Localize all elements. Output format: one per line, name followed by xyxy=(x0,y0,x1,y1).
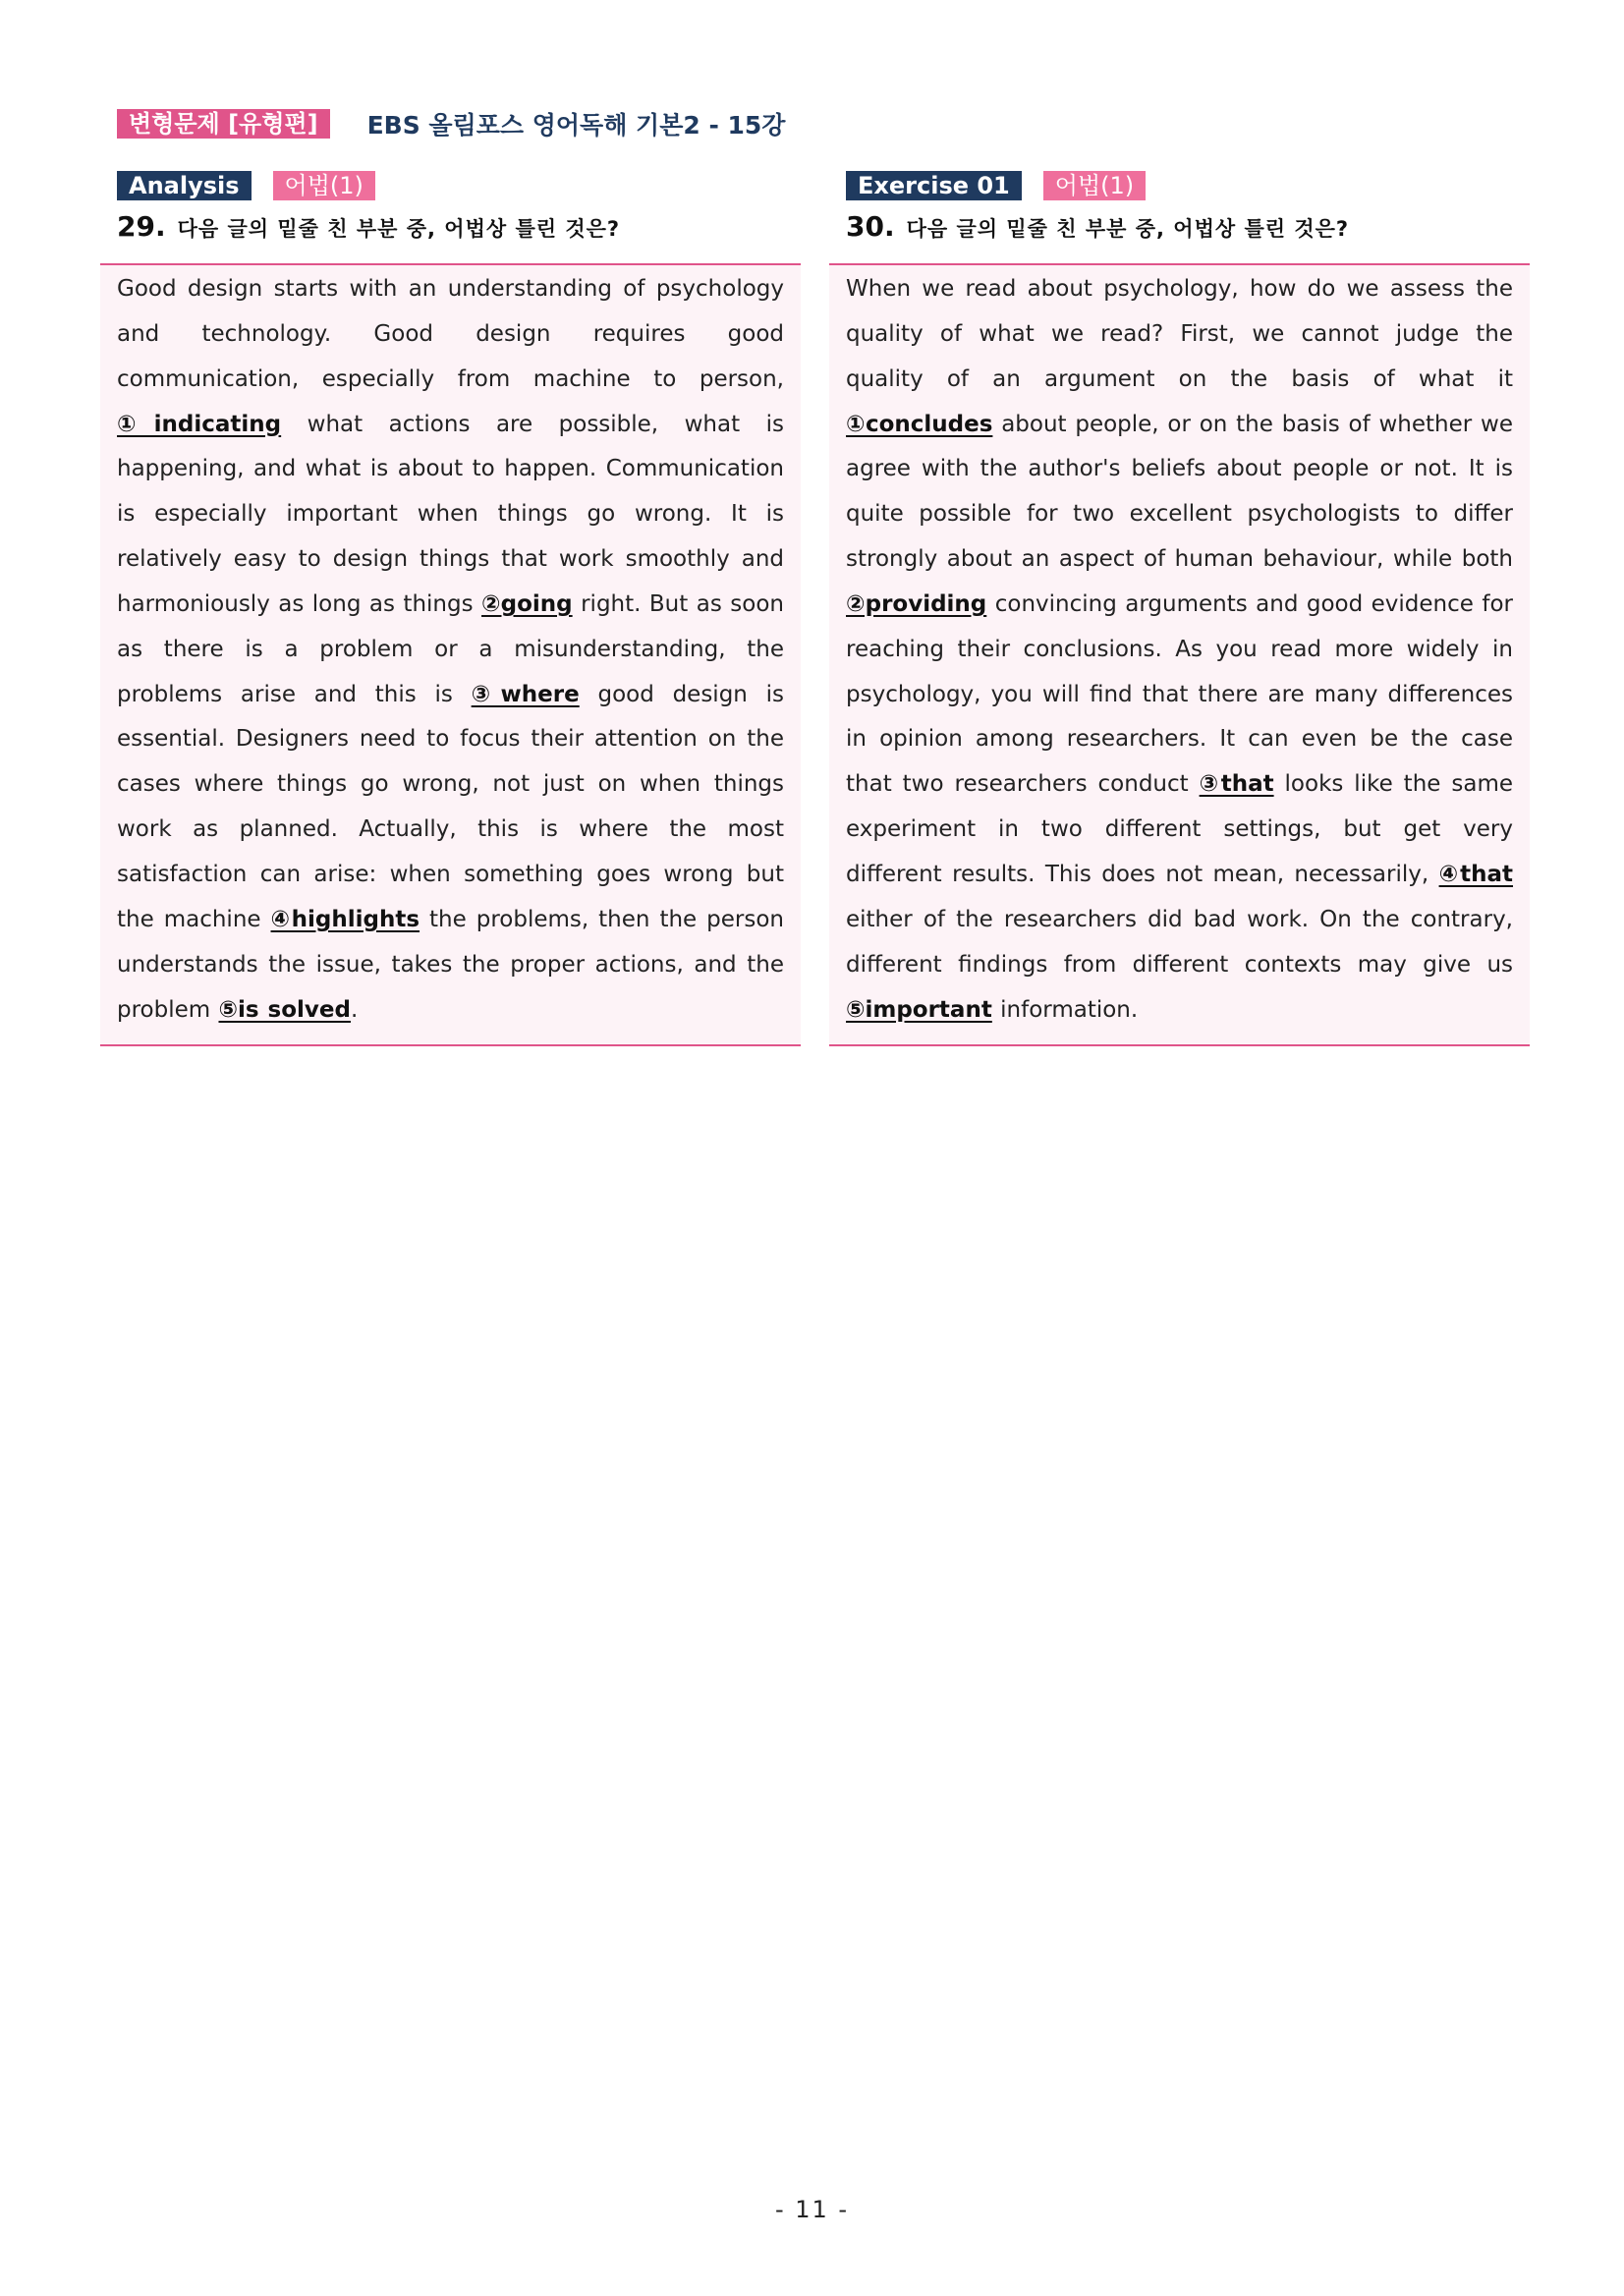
section-tag-exercise: Exercise 01 xyxy=(846,171,1022,200)
question-heading xyxy=(117,210,801,250)
question-number: 29. xyxy=(117,210,166,243)
question-text: 다음 글의 밑줄 친 부분 중, 어법상 틀린 것은? xyxy=(177,217,621,241)
passage-box xyxy=(829,263,1530,1046)
type-tag: 어법(1) xyxy=(273,171,375,200)
passage-segment: information. xyxy=(991,996,1139,1023)
question-tags xyxy=(846,171,1530,200)
underlined-choice-2: ②going xyxy=(481,590,573,617)
passage-segment: looks like the same experiment in two different settings, but get very different results. This does not mean, necessarily, xyxy=(846,771,1513,887)
passage-text xyxy=(846,267,1513,1033)
question-30-column xyxy=(829,171,1530,1046)
passage-segment: Good design starts with an understanding of psychology and technology. Good design requires good communication, especially from machine to person, xyxy=(117,276,784,392)
underlined-choice-1: ①concludes xyxy=(846,411,993,437)
passage-segment: about people, or on the basis of whether we agree with the author's beliefs about people or not. It is quite possible for two excellent psychologists to differ strongly about an aspect of human behaviour, while both xyxy=(846,411,1513,573)
question-number: 30. xyxy=(846,210,895,243)
page-title: EBS 올림포스 영어독해 기본2 - 15강 xyxy=(366,111,786,140)
page-header xyxy=(117,106,785,141)
section-tag-analysis: Analysis xyxy=(117,171,252,200)
underlined-choice-1: ①indicating xyxy=(117,411,282,437)
underlined-choice-5: ⑤is solved xyxy=(218,996,351,1023)
underlined-choice-3: ③that xyxy=(1199,771,1274,798)
question-heading xyxy=(846,210,1530,250)
passage-segment: right. But as soon as there is a problem or a misunderstanding, the problems arise and this is xyxy=(117,590,784,707)
passage-text xyxy=(117,267,784,1033)
passage-segment: the problems, then the person understands the issue, takes the proper actions, and the problem xyxy=(117,906,784,1023)
question-text: 다음 글의 밑줄 친 부분 중, 어법상 틀린 것은? xyxy=(906,217,1350,241)
passage-segment: what actions are possible, what is happening, and what is about to happen. Communication is especially important when things go wrong. It is relatively easy to design things that work smoothly and harmoniously as long as things xyxy=(117,411,785,617)
question-tags xyxy=(117,171,801,200)
page-number: - 11 - xyxy=(774,2196,850,2223)
passage-box xyxy=(100,263,801,1046)
question-29-column xyxy=(100,171,801,1046)
passage-segment: . xyxy=(350,996,359,1023)
underlined-choice-4: ④highlights xyxy=(270,906,420,932)
passage-segment: convincing arguments and good evidence for reaching their conclusions. As you read more widely in psychology, you will find that there are many differences in opinion among researchers. It can even be the case that two researchers conduct xyxy=(846,590,1513,798)
passage-segment: When we read about psychology, how do we assess the quality of what we read? First, we cannot judge the quality of an argument on the basis of what it xyxy=(846,276,1513,392)
underlined-choice-4: ④that xyxy=(1438,861,1514,887)
underlined-choice-5: ⑤important xyxy=(846,996,992,1023)
passage-segment: good design is essential. Designers need to focus their attention on the cases where things go wrong, not just on when things work as planned. Actually, this is where the most satisfaction can arise: when something goes wrong but the machine xyxy=(117,681,785,932)
variant-badge: 변형문제 [유형편] xyxy=(117,109,330,139)
underlined-choice-2: ②providing xyxy=(846,590,987,617)
type-tag: 어법(1) xyxy=(1043,171,1146,200)
passage-segment: either of the researchers did bad work. On the contrary, different findings from different contexts may give us xyxy=(846,906,1513,978)
underlined-choice-3: ③where xyxy=(471,681,580,707)
